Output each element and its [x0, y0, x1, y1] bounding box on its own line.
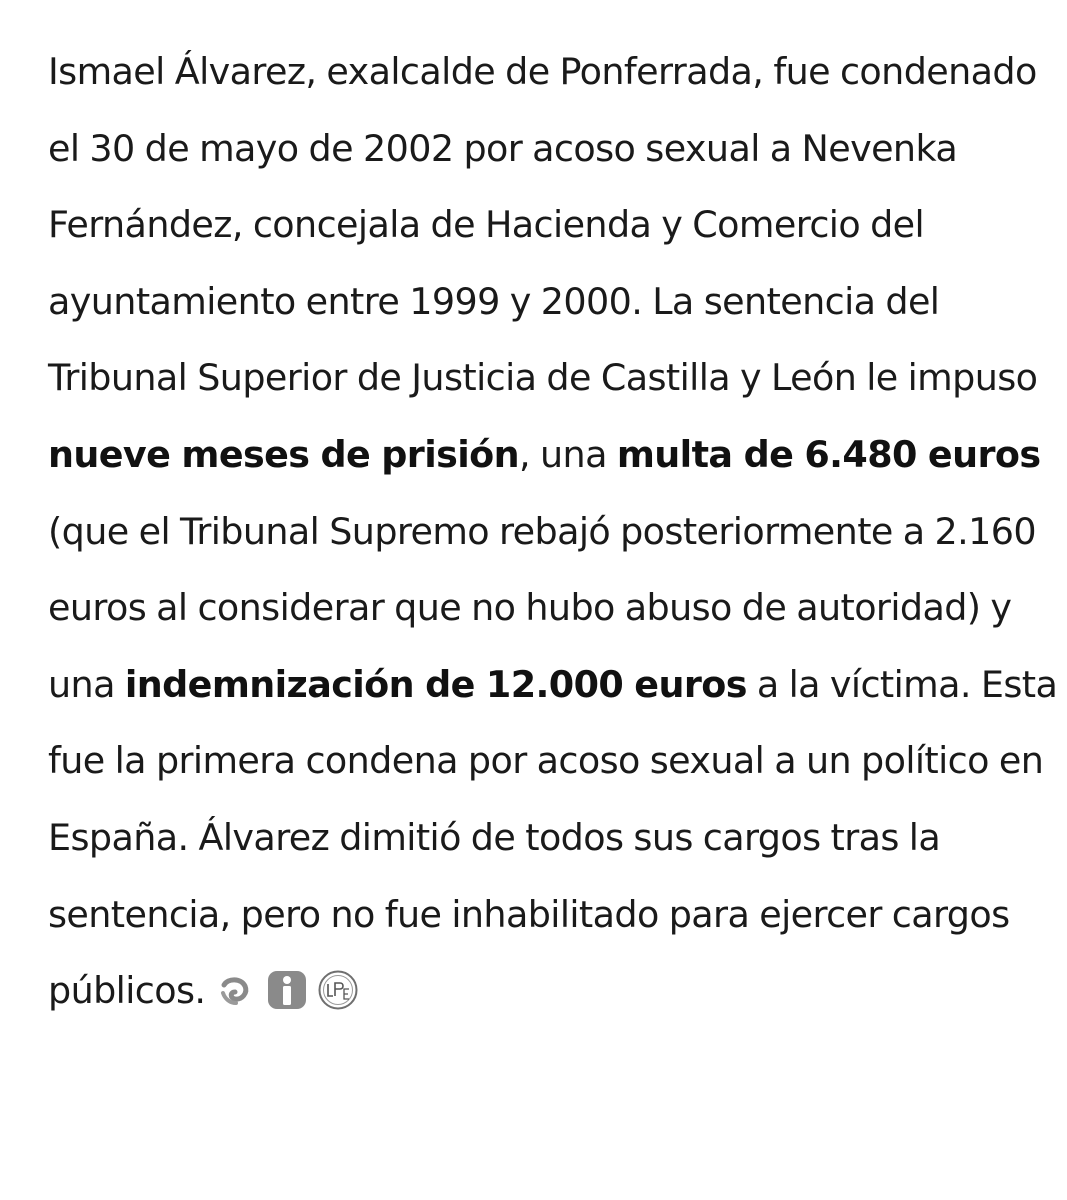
answer-text-part-4: a la víctima. Esta fue la primera condena por acoso sexual a un político en España. Álvarez dimitió de todos sus cargos tras la sentencia, pero no fue inhabilitado para ejercer cargos públicos. — [48, 662, 1058, 1013]
info-i-logo-icon[interactable] — [266, 969, 308, 1011]
compensation-highlight: indemnización de 12.000 euros — [124, 662, 747, 706]
fine-highlight: multa de 6.480 euros — [616, 432, 1041, 476]
answer-text-part-3: (que el Tribunal Supremo rebajó posteriormente a 2.160 euros al considerar que no hubo abuso de autoridad) y una — [48, 509, 1037, 706]
answer-text-part-2: , una — [519, 432, 617, 476]
answer-text-part-1: Ismael Álvarez, exalcalde de Ponferrada, fue condenado el 30 de mayo de 2002 por acoso sexual a Nevenka Fernández, concejala de Hacienda y Comercio del ayuntamiento entre 1999 y 2000. La sentencia del Tribunal Superior de Justicia de Castilla y León le impuso — [48, 50, 1038, 400]
answer-paragraph — [48, 34, 1058, 1031]
source-citations — [215, 950, 368, 1027]
lpe-seal-logo-icon[interactable] — [317, 969, 359, 1011]
prison-term-highlight: nueve meses de prisión — [48, 432, 520, 476]
swirl-logo-icon[interactable] — [215, 969, 257, 1011]
